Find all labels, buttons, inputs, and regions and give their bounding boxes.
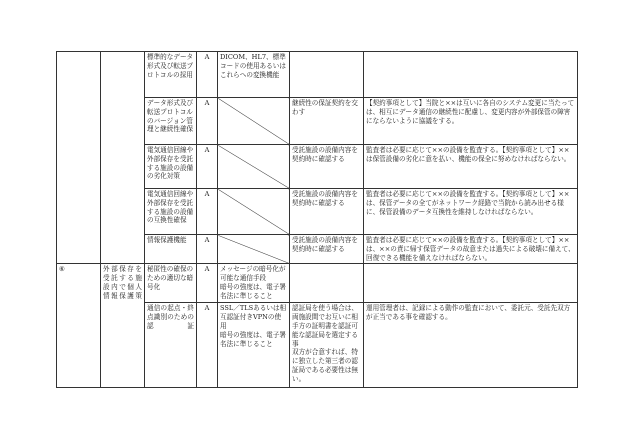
guarantee-cell: 継続性の保証契約を交わす — [290, 98, 364, 145]
table-row — [57, 235, 578, 264]
level-cell: A — [197, 303, 218, 388]
guarantee-cell: 受託施設の設備内容を契約時に確認する — [290, 235, 364, 264]
guarantee-cell: 認証局を使う場合は、両施設間でお互いに相手方の証明書を認証可能な認証局を選定する事 双方が合意すれば、特に独立した第三者の認証局である必要性は無い。 — [290, 303, 364, 388]
contract-cell — [364, 264, 578, 303]
table-row — [57, 52, 578, 98]
requirement-cell-empty — [218, 145, 290, 189]
section-number: ⑥ — [57, 264, 101, 303]
contract-cell: 監査者は必要に応じて××の設備を監査する。【契約事項として】××は、保管データの全てがネットワーク経路で当院から読み出せる様に、保管設備のデータ互換性を維持しなければならない。 — [364, 189, 578, 235]
number-cell — [57, 145, 101, 189]
requirement-cell: SSL／TLSあるいは相互認証付きVPNの使用 暗号の強度は、電子署名法に準じること — [218, 303, 290, 388]
item-cell: 秘匿性の確保のための適切な暗号化 — [145, 264, 197, 303]
guarantee-cell: 受託施設の設備内容を契約時に確認する — [290, 145, 364, 189]
category-cell — [101, 52, 145, 98]
number-cell — [57, 235, 101, 264]
contract-cell — [364, 52, 578, 98]
contract-cell: 監査者は必要に応じて××の設備を監査する。【契約事項として】××は、××の責に帰す保管データの故意または過失による破壊に備えて、回復できる機能を備えなければならない。 — [364, 235, 578, 264]
category-cell — [101, 235, 145, 264]
requirement-cell-empty — [218, 189, 290, 235]
contract-cell: 監査者は必要に応じて××の設備を監査する。【契約事項として】××は保管設備の劣化に意を払い、機能の保全に努めなければならない。 — [364, 145, 578, 189]
number-cell — [57, 98, 101, 145]
table-row — [57, 264, 578, 303]
item-cell: 通信の起点・終点識別のための認証 — [145, 303, 197, 388]
requirement-cell: メッセージの暗号化が可能な通信手段 暗号の強度は、電子署名法に準じること — [218, 264, 290, 303]
level-cell: A — [197, 98, 218, 145]
requirement-cell-empty — [218, 235, 290, 264]
requirement-cell-empty — [218, 98, 290, 145]
section-category: 外部保存を受託する施設内で個人情報保護策 — [101, 264, 145, 303]
category-cell — [101, 303, 145, 388]
requirement-cell: DICOM、HL7、標準コードの使用あるいはこれらへの変換機能 — [218, 52, 290, 98]
guarantee-cell: 受託施設の設備内容を契約時に確認する — [290, 189, 364, 235]
level-cell: A — [197, 52, 218, 98]
level-cell: A — [197, 264, 218, 303]
table-row — [57, 189, 578, 235]
category-cell — [101, 98, 145, 145]
contract-cell: 【契約事項として】当院と××は互いに各自のシステム変更に当たっては、相互にデータ通信の継続性に配慮し、変更内容が外部保管の障害にならないように協議をする。 — [364, 98, 578, 145]
category-cell — [101, 189, 145, 235]
level-cell: A — [197, 189, 218, 235]
number-cell — [57, 189, 101, 235]
table-row — [57, 303, 578, 388]
category-cell — [101, 145, 145, 189]
item-cell: 情報保護機能 — [145, 235, 197, 264]
table-row — [57, 98, 578, 145]
level-cell: A — [197, 235, 218, 264]
item-cell: 電気通信回線や外部保存を受託する施設の設備の互換性確保 — [145, 189, 197, 235]
item-cell: 電気通信回線や外部保存を受託する施設の設備の劣化対策 — [145, 145, 197, 189]
contract-cell: 運用管理者は、記録による動作の監査において、委託元、受託先双方が正当である事を確認する。 — [364, 303, 578, 388]
guarantee-cell — [290, 52, 364, 98]
requirements-table — [56, 51, 578, 388]
item-cell: 標準的なデータ形式及び転送プロトコルの採用 — [145, 52, 197, 98]
level-cell: A — [197, 145, 218, 189]
item-cell: データ形式及び転送プロトコルのバージョン管理と継続性確保 — [145, 98, 197, 145]
number-cell — [57, 303, 101, 388]
number-cell — [57, 52, 101, 98]
table-row — [57, 145, 578, 189]
guarantee-cell — [290, 264, 364, 303]
